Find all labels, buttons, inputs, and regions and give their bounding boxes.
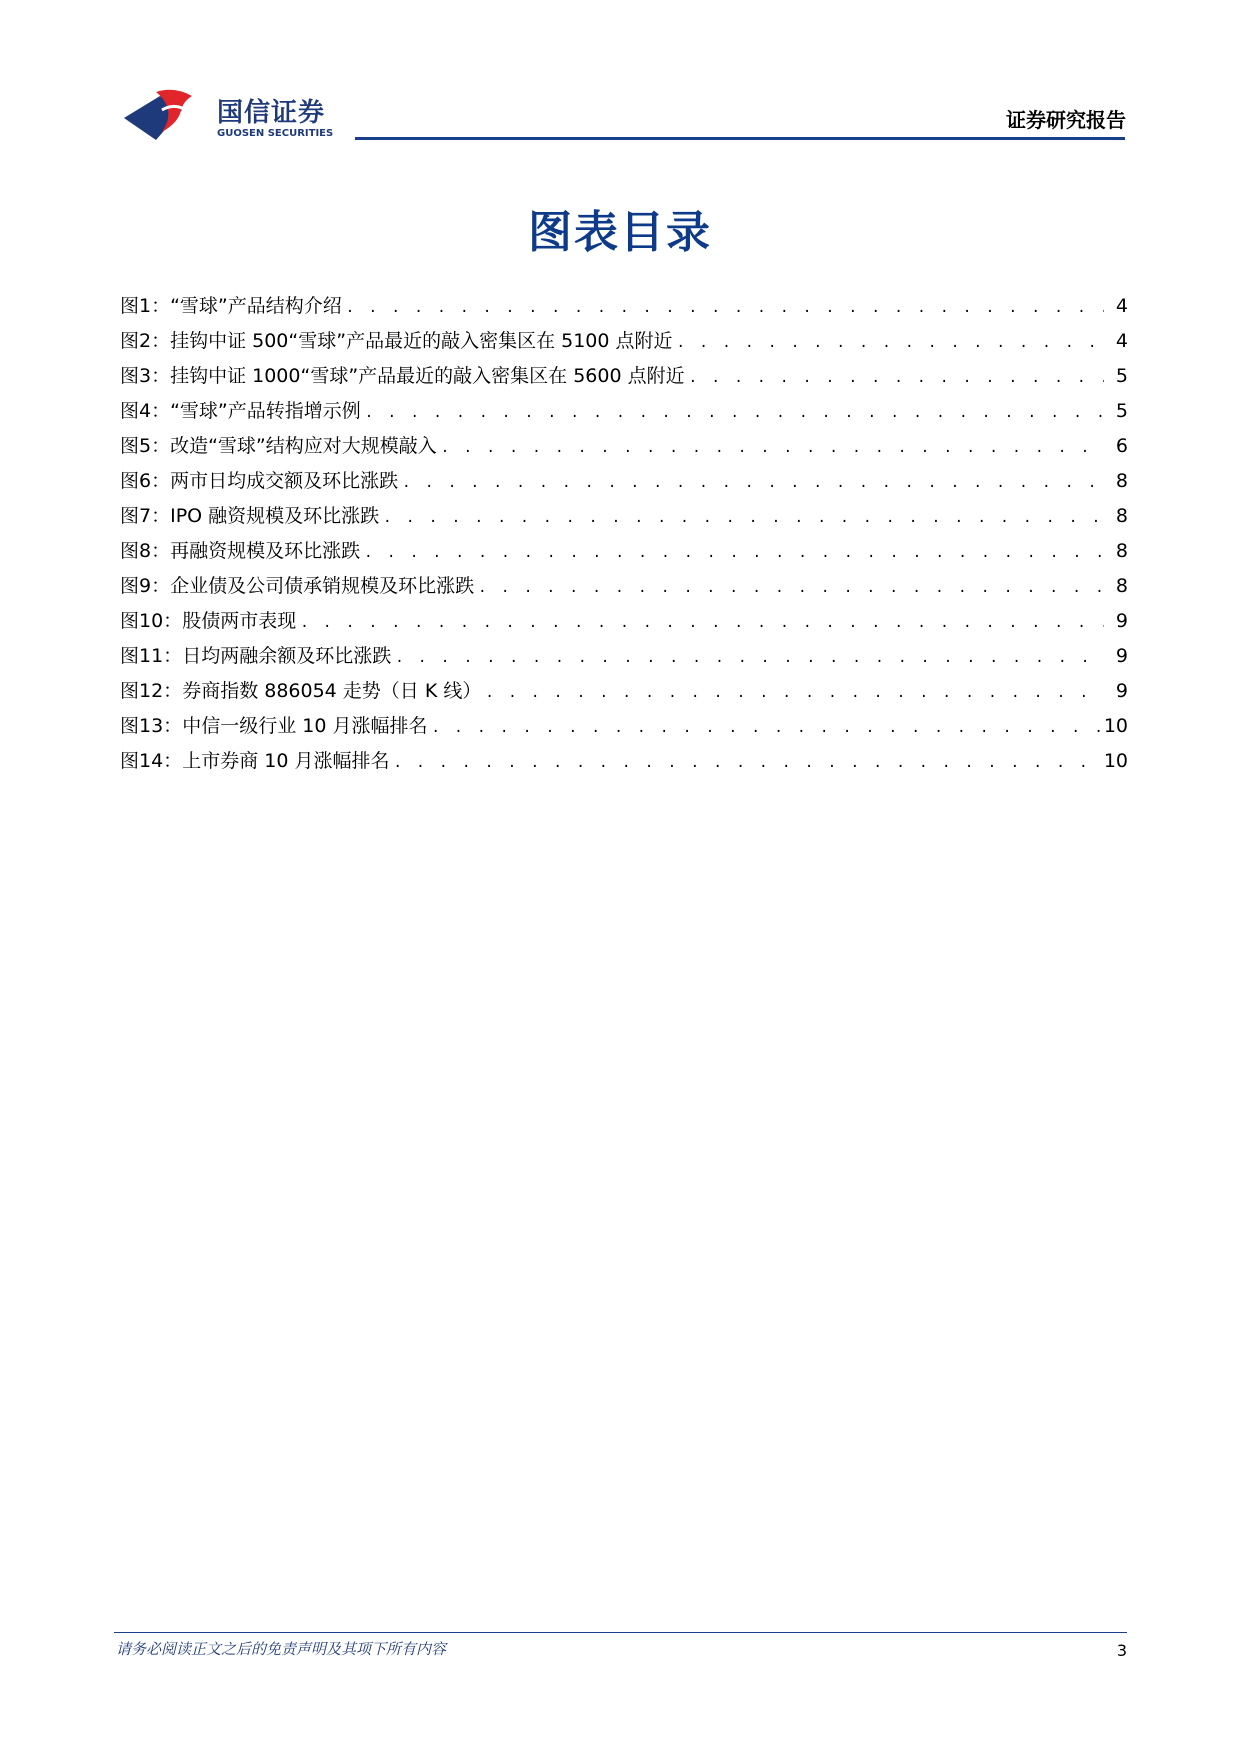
figure-list xyxy=(120,291,1128,781)
toc-figure-title: 券商指数 886054 走势（日 K 线） xyxy=(182,680,482,702)
toc-page-number: 10 xyxy=(1103,750,1128,772)
logo-chinese-name: 国信证券 xyxy=(217,98,326,128)
toc-entry[interactable] xyxy=(120,501,1128,536)
toc-entry[interactable] xyxy=(120,676,1128,711)
toc-figure-title: 两市日均成交额及环比涨跌 xyxy=(170,470,399,492)
toc-figure-title: 企业债及公司债承销规模及环比涨跌 xyxy=(170,575,475,597)
toc-page-number: 9 xyxy=(1115,680,1128,702)
toc-entry[interactable] xyxy=(120,746,1128,781)
toc-dot-leader xyxy=(431,720,1099,736)
toc-figure-title: “雪球”产品结构介绍 xyxy=(170,295,342,317)
toc-dot-leader xyxy=(365,405,1104,421)
toc-page-number: 10 xyxy=(1103,715,1128,737)
toc-figure-number: 图9： xyxy=(120,575,171,597)
toc-dot-leader xyxy=(478,580,1104,596)
toc-figure-title: 中信一级行业 10 月涨幅排名 xyxy=(182,715,428,737)
toc-figure-title: 股债两市表现 xyxy=(182,610,297,632)
toc-page-number: 4 xyxy=(1115,295,1128,317)
toc-entry[interactable] xyxy=(120,431,1128,466)
toc-figure-number: 图11： xyxy=(120,645,183,667)
toc-figure-number: 图13： xyxy=(120,715,183,737)
toc-entry[interactable] xyxy=(120,711,1128,746)
toc-page-number: 8 xyxy=(1115,575,1128,597)
toc-page-number: 5 xyxy=(1115,365,1128,387)
header-divider xyxy=(355,137,1125,140)
toc-page-number: 8 xyxy=(1115,470,1128,492)
toc-dot-leader xyxy=(346,300,1104,316)
toc-dot-leader xyxy=(383,510,1104,526)
toc-figure-title: 改造“雪球”结构应对大规模敲入 xyxy=(170,435,437,457)
toc-dot-leader xyxy=(393,755,1099,771)
toc-figure-number: 图10： xyxy=(120,610,183,632)
toc-dot-leader xyxy=(677,335,1104,351)
toc-page-number: 6 xyxy=(1115,435,1128,457)
toc-dot-leader xyxy=(395,650,1104,666)
toc-dot-leader xyxy=(402,475,1104,491)
toc-entry[interactable] xyxy=(120,641,1128,676)
toc-page-number: 8 xyxy=(1115,505,1128,527)
toc-figure-title: 日均两融余额及环比涨跌 xyxy=(182,645,392,667)
toc-figure-number: 图14： xyxy=(120,750,183,772)
toc-entry[interactable] xyxy=(120,291,1128,326)
toc-entry[interactable] xyxy=(120,606,1128,641)
toc-page-number: 9 xyxy=(1115,645,1128,667)
footer-disclaimer: 请务必阅读正文之后的免责声明及其项下所有内容 xyxy=(116,1640,447,1658)
page-number: 3 xyxy=(1116,1641,1127,1660)
logo-emblem-icon xyxy=(122,88,214,146)
toc-dot-leader xyxy=(364,545,1104,561)
logo-english-name: GUOSEN SECURITIES xyxy=(217,128,334,139)
toc-figure-title: 上市券商 10 月涨幅排名 xyxy=(182,750,390,772)
toc-figure-number: 图8： xyxy=(120,540,171,562)
toc-figure-title: 挂钩中证 1000“雪球”产品最近的敲入密集区在 5600 点附近 xyxy=(170,365,685,387)
toc-dot-leader xyxy=(441,440,1104,456)
toc-entry[interactable] xyxy=(120,326,1128,361)
toc-entry[interactable] xyxy=(120,536,1128,571)
toc-figure-number: 图3： xyxy=(120,365,171,387)
toc-figure-title: IPO 融资规模及环比涨跌 xyxy=(170,505,380,527)
toc-dot-leader xyxy=(300,615,1104,631)
footer-divider xyxy=(114,1632,1127,1633)
toc-figure-number: 图1： xyxy=(120,295,171,317)
toc-figure-title: “雪球”产品转指增示例 xyxy=(170,400,361,422)
toc-entry[interactable] xyxy=(120,466,1128,501)
toc-entry[interactable] xyxy=(120,571,1128,606)
report-type-label: 证券研究报告 xyxy=(1006,108,1126,132)
toc-figure-number: 图4： xyxy=(120,400,171,422)
company-logo xyxy=(122,88,347,146)
toc-dot-leader xyxy=(689,370,1104,386)
toc-figure-title: 再融资规模及环比涨跌 xyxy=(170,540,361,562)
toc-figure-number: 图12： xyxy=(120,680,183,702)
toc-page-number: 4 xyxy=(1115,330,1128,352)
toc-page-number: 5 xyxy=(1115,400,1128,422)
toc-entry[interactable] xyxy=(120,361,1128,396)
toc-dot-leader xyxy=(485,685,1104,701)
toc-figure-number: 图5： xyxy=(120,435,171,457)
toc-figure-number: 图6： xyxy=(120,470,171,492)
toc-entry[interactable] xyxy=(120,396,1128,431)
toc-figure-number: 图2： xyxy=(120,330,171,352)
toc-figure-number: 图7： xyxy=(120,505,171,527)
page-title: 图表目录 xyxy=(528,207,712,258)
toc-page-number: 9 xyxy=(1115,610,1128,632)
toc-figure-title: 挂钩中证 500“雪球”产品最近的敲入密集区在 5100 点附近 xyxy=(170,330,673,352)
toc-page-number: 8 xyxy=(1115,540,1128,562)
